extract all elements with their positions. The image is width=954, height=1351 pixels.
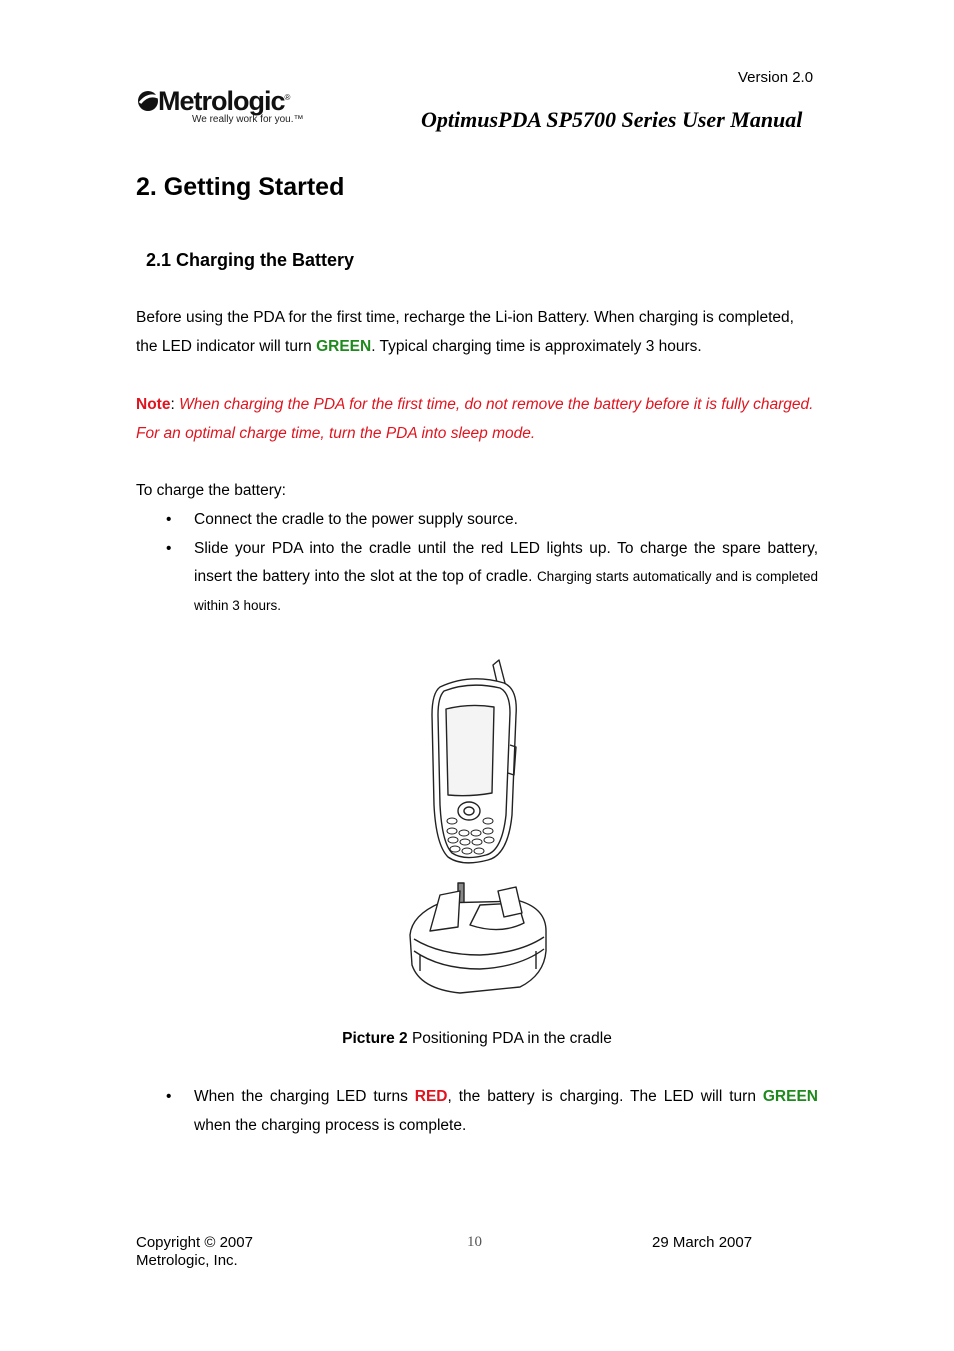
note-paragraph: Note: When charging the PDA for the first time, do not remove the battery before it is fully charged. For an optimal charge time, turn the PDA into sleep mode. (136, 396, 814, 442)
logo-swoosh-icon (136, 89, 160, 113)
version-label: Version 2.0 (738, 69, 814, 86)
footer-copyright: Copyright © 2007 Metrologic, Inc. (136, 1234, 253, 1269)
green-highlight: GREEN (316, 338, 372, 355)
section-title: 2. Getting Started (136, 173, 345, 201)
pda-cradle-illustration (400, 655, 560, 1000)
footer-date: 29 March 2007 (652, 1234, 753, 1251)
led-list (136, 1083, 818, 1140)
steps-intro: To charge the battery: (136, 482, 286, 499)
note-label: Note (136, 396, 171, 413)
list-item: • Connect the cradle to the power supply source. (166, 511, 518, 528)
red-highlight: RED (414, 1088, 448, 1105)
page-number: 10 (467, 1234, 482, 1250)
figure-caption: Picture 2 Positioning PDA in the cradle (342, 1030, 612, 1047)
logo-wordmark: Metrologic® (158, 86, 291, 116)
logo-tagline: We really work for you.™ (192, 114, 304, 125)
manual-title: OptimusPDA SP5700 Series User Manual (421, 107, 803, 132)
subsection-title: 2.1 Charging the Battery (146, 250, 355, 270)
green-highlight: GREEN (762, 1088, 818, 1105)
list-item: • When the charging LED turns RED, the battery is charging. The LED will turn GREEN when the charging process is complete. (166, 1088, 818, 1134)
note-text: When charging the PDA for the first time, do not remove the battery before it is fully charged. For an optimal charge time, turn the PDA into sleep mode. (136, 396, 814, 442)
steps-list (136, 506, 818, 620)
metrologic-logo (136, 86, 312, 128)
list-item: • Slide your PDA into the cradle until the red LED lights up. To charge the spare battery, insert the battery into the slot at the top of cradle. Charging starts automatically and is completed within 3 hours. (166, 539, 819, 613)
intro-paragraph: Before using the PDA for the first time, recharge the Li-ion Battery. When charging is completed, the LED indicator will turn GREEN. Typical charging time is approximately 3 hours. (136, 309, 794, 355)
